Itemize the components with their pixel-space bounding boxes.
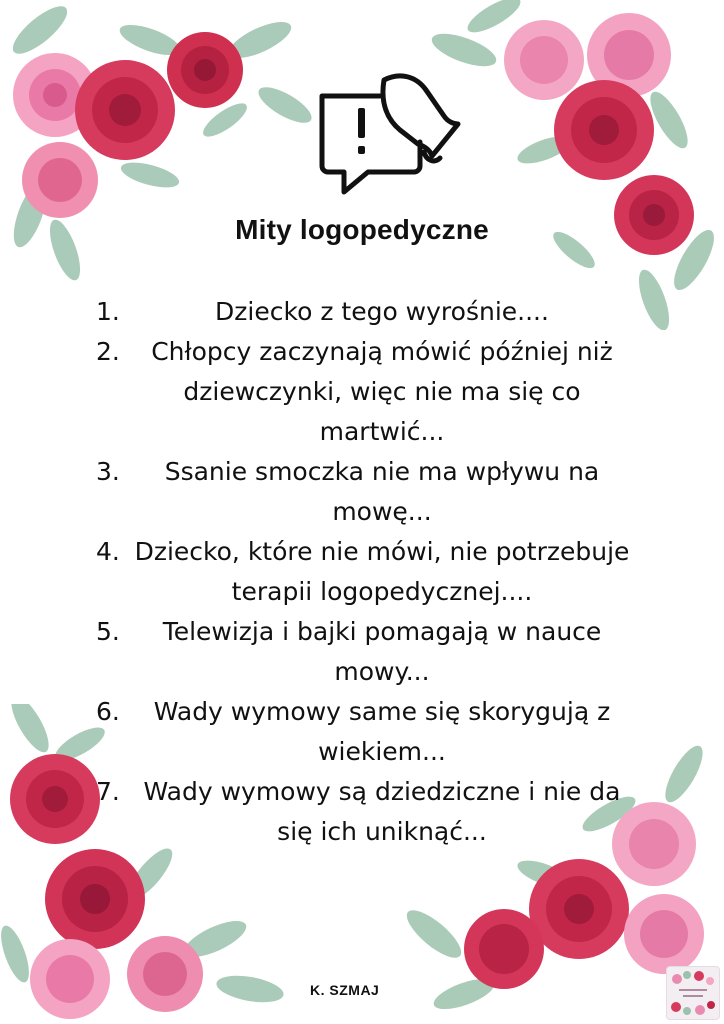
- floral-logo-badge: [666, 966, 720, 1020]
- floral-corner-top-left: [0, 0, 330, 300]
- list-item-text: Chłopcy zaczynają mówić później niż dziewczynki, więc nie ma się co martwić...: [151, 337, 613, 446]
- list-item: [90, 452, 638, 532]
- list-item: [90, 692, 638, 772]
- author-credit: K. SZMAJ: [310, 982, 380, 998]
- page-title: Mity logopedyczne: [235, 214, 489, 245]
- list-item-number: 7.: [96, 777, 120, 806]
- list-item-text: Dziecko, które nie mówi, nie potrzebuje terapii logopedycznej....: [134, 537, 630, 606]
- list-item-number: 5.: [96, 617, 120, 646]
- list-item: [90, 292, 638, 332]
- list-item-number: 1.: [96, 297, 120, 326]
- list-item: [90, 612, 638, 692]
- list-item-text: Telewizja i bajki pomagają w nauce mowy...: [162, 617, 602, 686]
- speech-bubble-exclamation-bell-icon: [312, 72, 462, 198]
- list-item-number: 4.: [96, 537, 120, 566]
- list-item-text: Wady wymowy same się skorygują z wiekiem...: [153, 697, 611, 766]
- list-item: [90, 332, 638, 452]
- list-item-number: 2.: [96, 337, 120, 366]
- list-item: [90, 772, 638, 852]
- list-item-text: Dziecko z tego wyrośnie....: [215, 297, 549, 326]
- list-item-number: 6.: [96, 697, 120, 726]
- list-item-number: 3.: [96, 457, 120, 486]
- list-item-text: Wady wymowy są dziedziczne i nie da się ich uniknąć...: [143, 777, 621, 846]
- floral-corner-top-right: [424, 0, 724, 330]
- list-item-text: Ssanie smoczka nie ma wpływu na mowę...: [164, 457, 600, 526]
- list-item: [90, 532, 638, 612]
- myths-list: [90, 292, 638, 852]
